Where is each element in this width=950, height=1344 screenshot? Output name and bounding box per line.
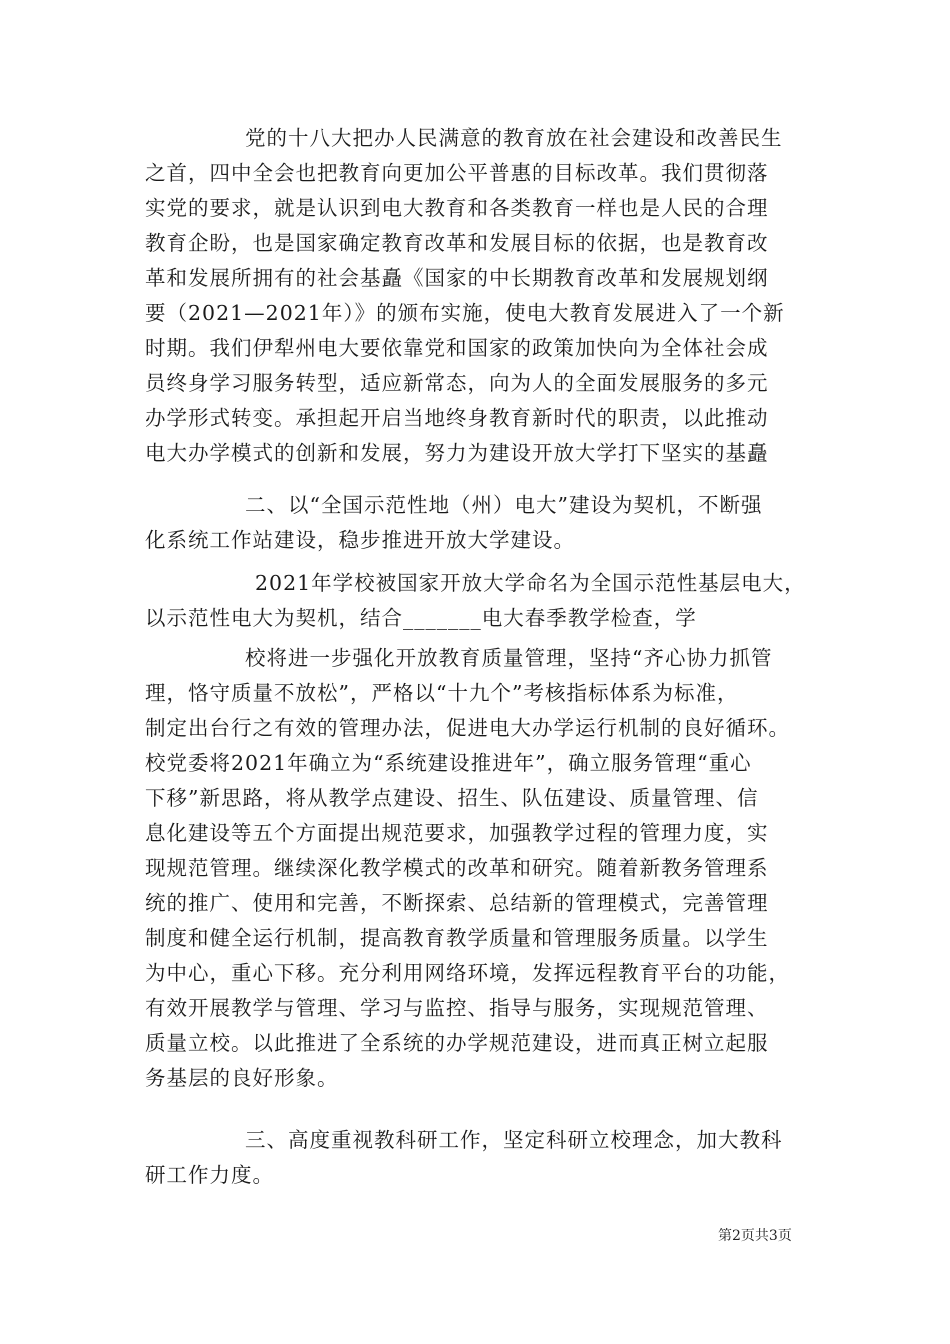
- paragraph-1-line: 员终身学习服务转型，适应新常态，向为人的全面发展服务的多元: [145, 371, 769, 395]
- paragraph-4-line: 质量立校。以此推进了全系统的办学规范建设，进而真正树立起服: [145, 1031, 769, 1055]
- paragraph-4-line: 有效开展教学与管理、学习与监控、指导与服务，实现规范管理、: [145, 996, 769, 1020]
- paragraph-4-line: 制定出台行之有效的管理办法，促进电大办学运行机制的良好循环。: [145, 716, 790, 740]
- paragraph-4-line: 下移”新思路，将从教学点建设、招生、队伍建设、质量管理、信: [145, 786, 759, 810]
- paragraph-1-line: 实党的要求，就是认识到电大教育和各类教育一样也是人民的合理: [145, 196, 769, 220]
- paragraph-4-line: 息化建设等五个方面提出规范要求，加强教学过程的管理力度，实: [145, 821, 769, 845]
- section-heading-2-line: 化系统工作站建设，稳步推进开放大学建设。: [145, 528, 575, 552]
- paragraph-4-line: 为中心，重心下移。充分利用网络环境，发挥远程教育平台的功能，: [145, 961, 790, 985]
- paragraph-1-line: 要（2021—2021年）》的颁布实施，使电大教育发展进入了一个新: [145, 301, 785, 325]
- paragraph-1-line: 时期。我们伊犁州电大要依靠党和国家的政策加快向为全体社会成: [145, 336, 769, 360]
- paragraph-3-line: 以示范性电大为契机，结合_______电大春季教学检查，学: [145, 606, 697, 630]
- paragraph-1-line: 办学形式转变。承担起开启当地终身教育新时代的职责，以此推动: [145, 406, 769, 430]
- paragraph-1-line: 革和发展所拥有的社会基矗《国家的中长期教育改革和发展规划纲: [145, 266, 769, 290]
- page-number: 第2页共3页: [718, 1228, 792, 1244]
- paragraph-4-line: 务基层的良好形象。: [145, 1066, 339, 1090]
- paragraph-4-line: 统的推广、使用和完善，不断探索、总结新的管理模式，完善管理: [145, 891, 769, 915]
- section-heading-2-line: 二、以“全国示范性地（州）电大”建设为契机，不断强: [245, 493, 763, 517]
- paragraph-4-line: 现规范管理。继续深化教学模式的改革和研究。随着新教务管理系: [145, 856, 769, 880]
- paragraph-4-line: 校党委将2021年确立为“系统建设推进年”，确立服务管理“重心: [145, 751, 752, 775]
- paragraph-1-line: 教育企盼，也是国家确定教育改革和发展目标的依据，也是教育改: [145, 231, 769, 255]
- paragraph-1-line: 之首，四中全会也把教育向更加公平普惠的目标改革。我们贯彻落: [145, 161, 769, 185]
- paragraph-4-line: 制度和健全运行机制，提高教育教学质量和管理服务质量。以学生: [145, 926, 769, 950]
- paragraph-4-line: 校将进一步强化开放教育质量管理，坚持“齐心协力抓管: [245, 646, 773, 670]
- paragraph-3-line: 2021年学校被国家开放大学命名为全国示范性基层电大，: [255, 571, 806, 595]
- paragraph-1-line: 党的十八大把办人民满意的教育放在社会建设和改善民生: [245, 126, 783, 150]
- section-heading-3-line: 三、高度重视教科研工作，坚定科研立校理念，加大教科: [245, 1128, 783, 1152]
- section-heading-3-line: 研工作力度。: [145, 1163, 274, 1187]
- paragraph-4-line: 理，恪守质量不放松”，严格以“十九个”考核指标体系为标准，: [145, 681, 739, 705]
- paragraph-1-line: 电大办学模式的创新和发展，努力为建设开放大学打下坚实的基矗: [145, 441, 769, 465]
